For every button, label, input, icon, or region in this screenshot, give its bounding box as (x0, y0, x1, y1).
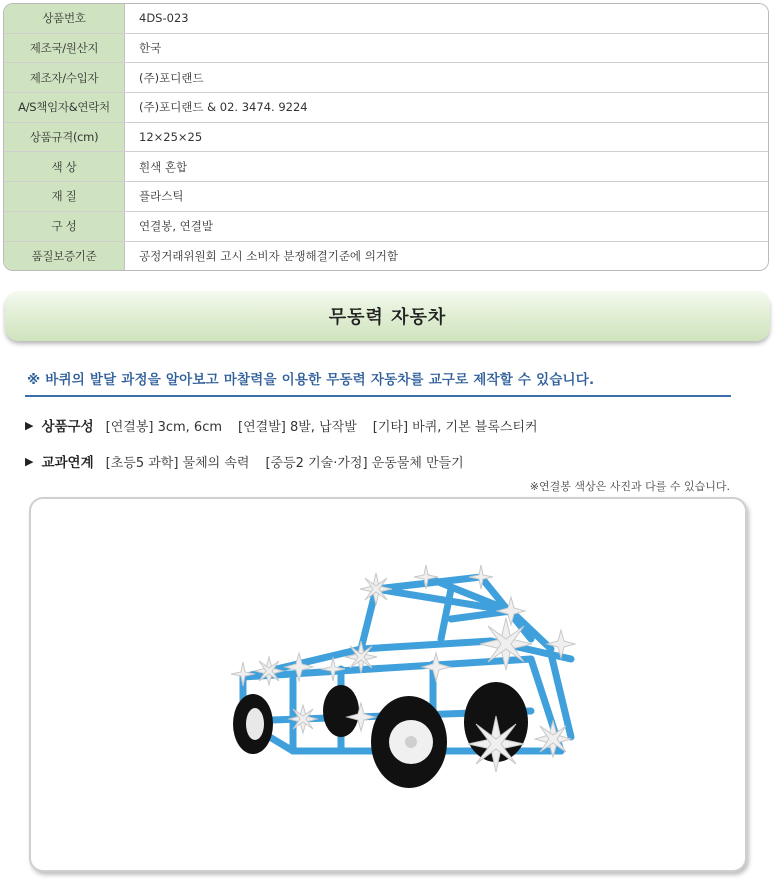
product-photo-frame (29, 497, 747, 872)
spec-value: 12×25×25 (125, 123, 768, 152)
color-note: ※연결봉 색상은 사진과 다를 수 있습니다. (529, 480, 730, 493)
table-row (4, 34, 768, 64)
table-row (4, 123, 768, 153)
spec-label: 품질보증기준 (4, 242, 125, 272)
spec-value: 공정거래위원회 고시 소비자 분쟁해결기준에 의거함 (125, 242, 768, 272)
table-row (4, 182, 768, 212)
spec-value: (주)포디랜드 (125, 63, 768, 92)
slogan-underline (25, 395, 731, 397)
triangle-bullet-icon: ▶ (25, 418, 34, 432)
spec-value: 플라스틱 (125, 182, 768, 211)
spec-value: 연결봉, 연결발 (125, 212, 768, 241)
slogan-text: ※ 바퀴의 발달 과정을 알아보고 마찰력을 이용한 무동력 자동차를 교구로 제작할 수 있습니다. (27, 372, 595, 388)
spec-label: 상품번호 (4, 4, 125, 33)
curriculum-link-heading: 교과연계 (41, 455, 94, 471)
triangle-bullet-icon: ▶ (25, 454, 34, 468)
spec-label: 색 상 (4, 152, 125, 181)
back-wheel-right (323, 685, 359, 737)
table-row (4, 212, 768, 242)
section-title-bar (5, 291, 770, 341)
table-row (4, 63, 768, 93)
composition-item: [연결봉] 3cm, 6cm (105, 419, 223, 435)
product-composition-heading: 상품구성 (41, 419, 94, 435)
section-title: 무동력 자동차 (328, 307, 447, 328)
spec-label: 상품규격(cm) (4, 123, 125, 152)
spec-value: (주)포디랜드 & 02. 3474. 9224 (125, 93, 768, 122)
composition-item: [기타] 바퀴, 기본 블록스티커 (372, 419, 538, 435)
product-composition-row (25, 415, 554, 435)
table-row (4, 152, 768, 182)
car-model-image (31, 499, 745, 870)
spec-label: 제조자/수입자 (4, 63, 125, 92)
spec-label: 제조국/원산지 (4, 34, 125, 63)
composition-item: [연결발] 8발, 납작발 (238, 419, 357, 435)
curriculum-item: [초등5 과학] 물체의 속력 (105, 455, 250, 471)
spec-label: 구 성 (4, 212, 125, 241)
spec-label: 재 질 (4, 182, 125, 211)
spec-value: 한국 (125, 34, 768, 63)
curriculum-item: [중등2 기술·가정] 운동물체 만들기 (265, 455, 464, 471)
spec-value: 흰색 혼합 (125, 152, 768, 181)
curriculum-link-row (25, 451, 480, 471)
table-row (4, 93, 768, 123)
table-row (4, 4, 768, 34)
front-wheel-left (371, 696, 447, 788)
spec-value: 4DS-023 (125, 4, 768, 33)
table-row (4, 242, 768, 272)
spec-table (3, 3, 769, 271)
spec-label: A/S책임자&연락처 (4, 93, 125, 122)
back-wheel-left (233, 694, 273, 754)
